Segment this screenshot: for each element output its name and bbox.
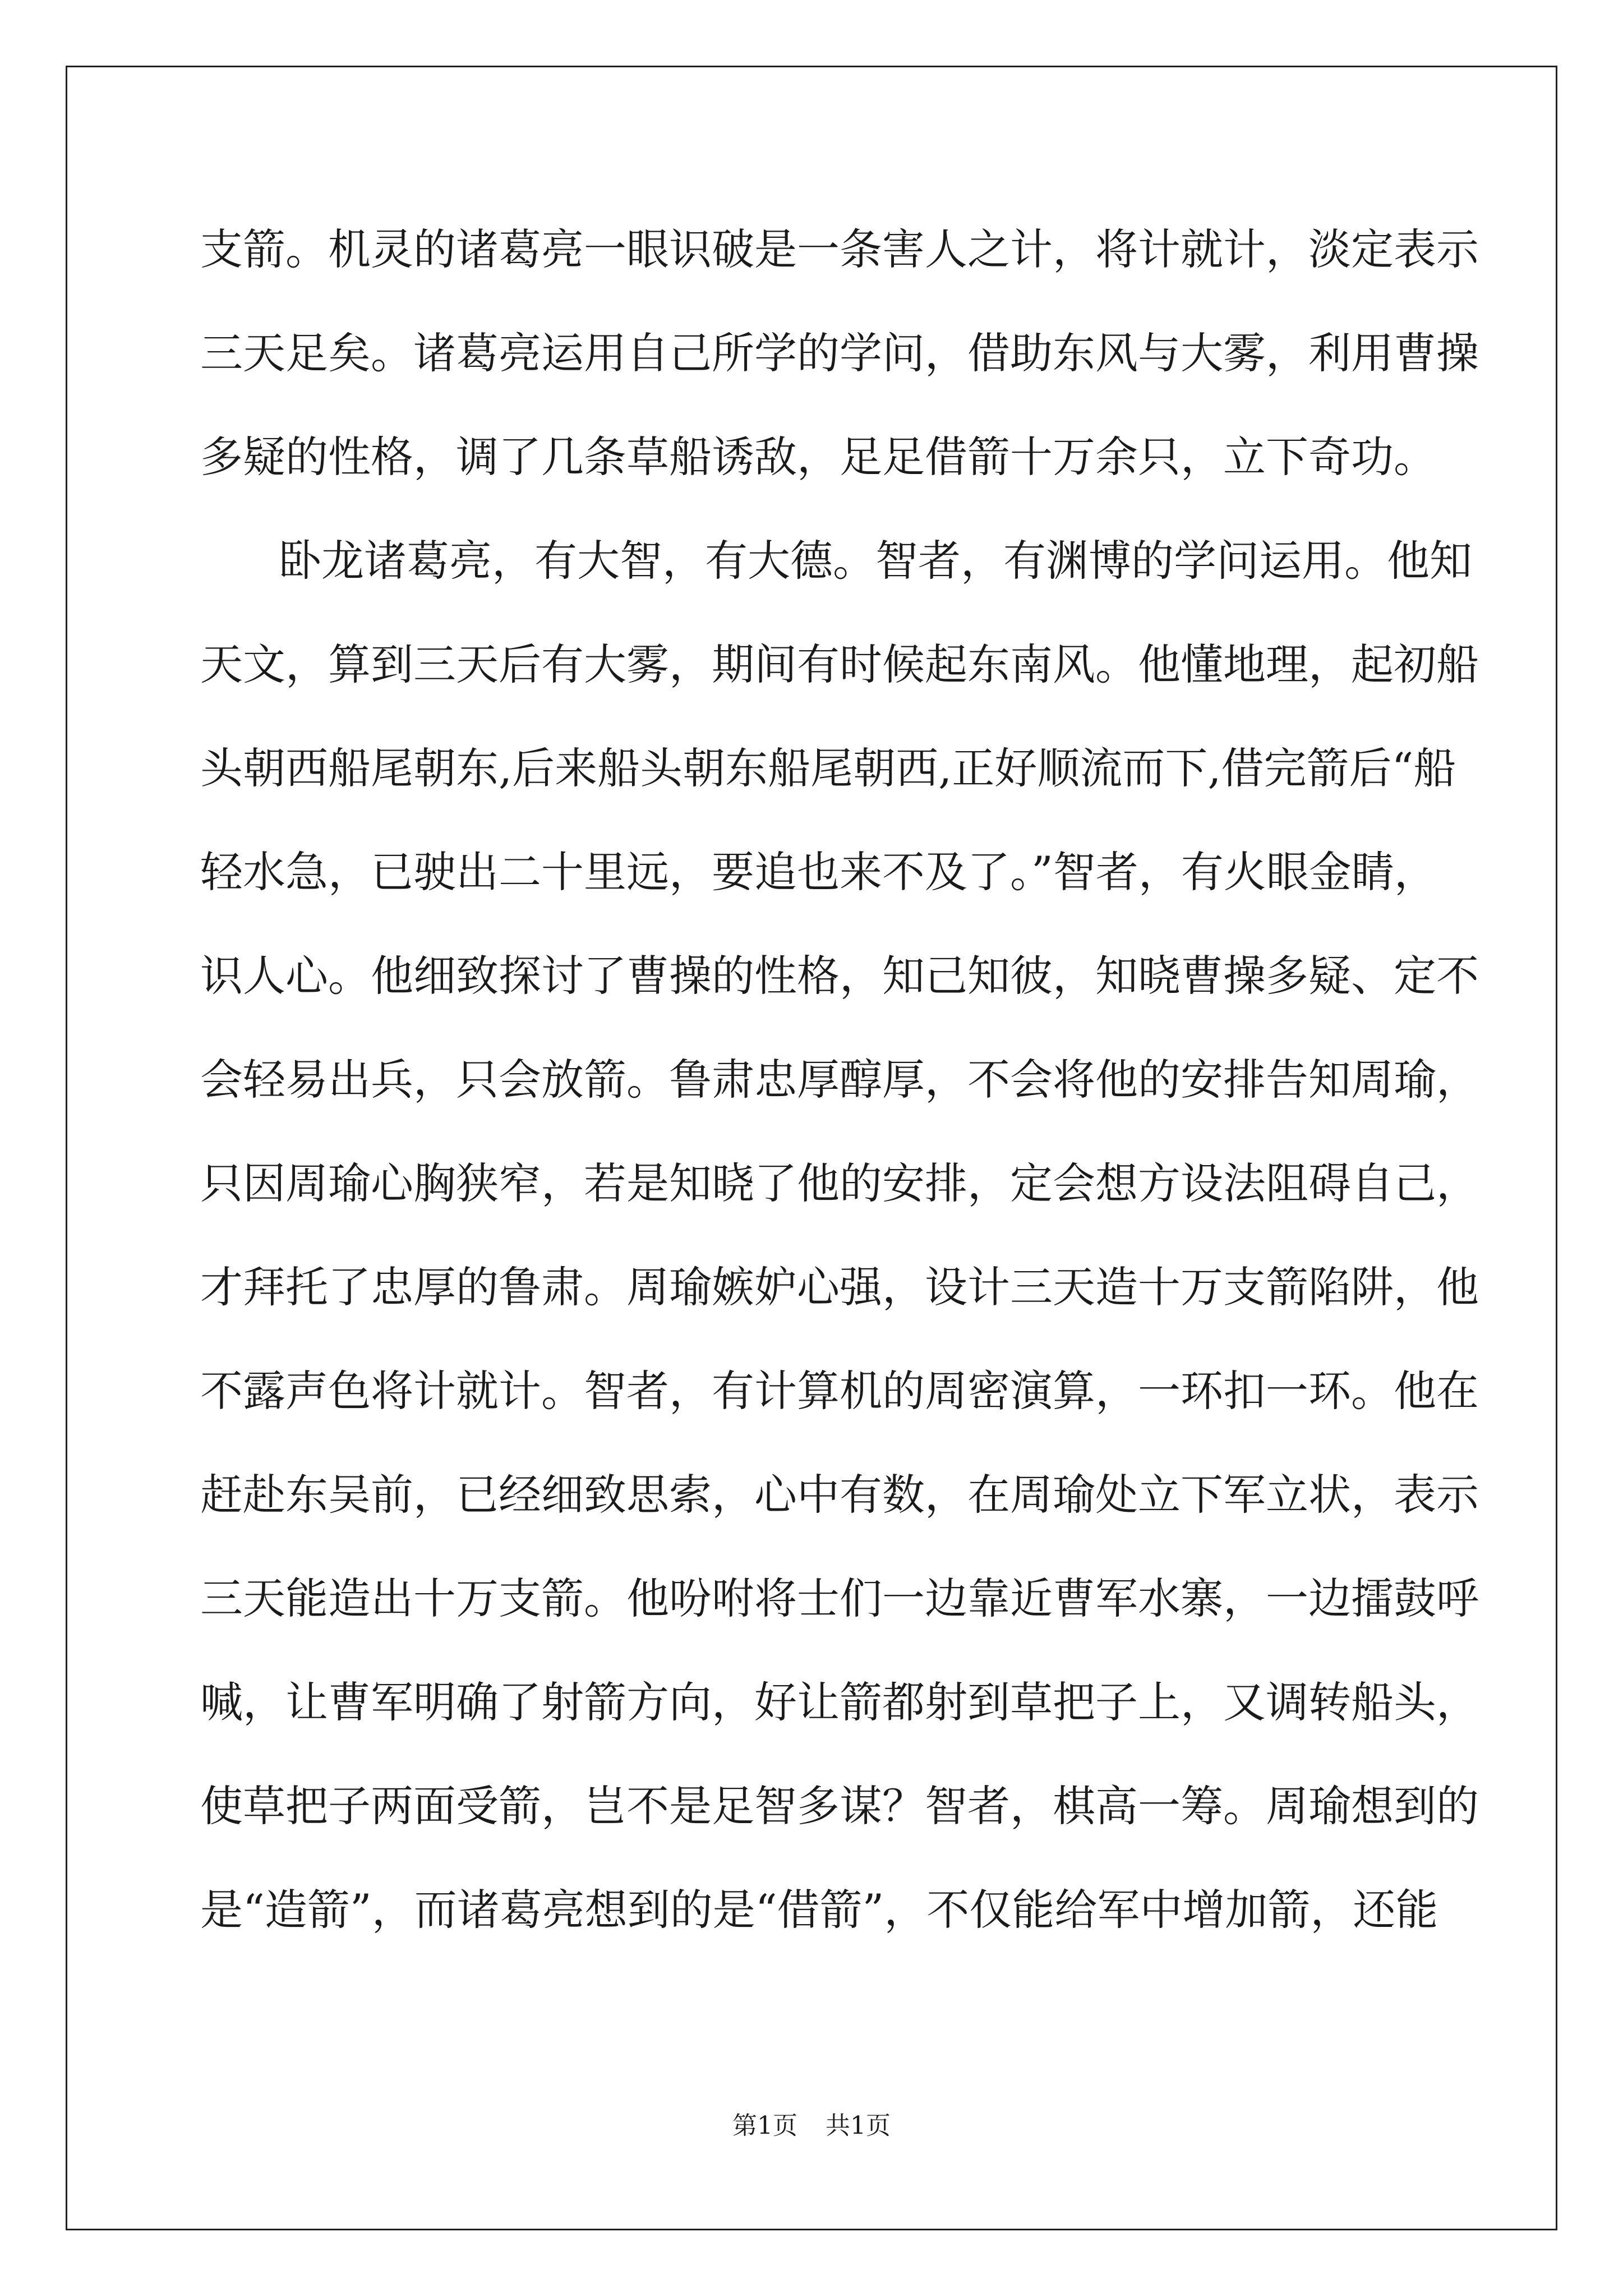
text-line-4-paragraph-start: 卧龙诸葛亮，有大智，有大德。智者，有渊博的学问运用。他知 (279, 536, 1472, 586)
text-line-7: 轻水急，已驶出二十里远，要追也来不及了。”智者，有火眼金睛， (200, 847, 1437, 897)
text-line-10: 只因周瑜心胸狭窄，若是知晓了他的安排，定会想方设法阻碍自己， (200, 1158, 1479, 1208)
text-line-9: 会轻易出兵，只会放箭。鲁肃忠厚醇厚，不会将他的安排告知周瑜， (200, 1055, 1479, 1105)
text-line-12: 不露声色将计就计。智者，有计算机的周密演算，一环扣一环。他在 (200, 1366, 1479, 1416)
page-number-total: 共1页 (826, 2111, 891, 2140)
text-line-8: 识人心。他细致探讨了曹操的性格，知己知彼，知晓曹操多疑、定不 (200, 951, 1479, 1001)
text-line-2: 三天足矣。诸葛亮运用自己所学的学问，借助东风与大雾，利用曹操 (200, 328, 1479, 378)
text-line-6: 头朝西船尾朝东,后来船头朝东船尾朝西,正好顺流而下,借完箭后“船 (200, 743, 1456, 793)
text-line-15: 喊，让曹军明确了射箭方向，好让箭都射到草把子上，又调转船头， (200, 1677, 1479, 1727)
text-line-16: 使草把子两面受箭，岂不是足智多谋？智者，棋高一筹。周瑜想到的 (200, 1781, 1479, 1831)
text-line-13: 赶赴东吴前，已经细致思索，心中有数，在周瑜处立下军立状，表示 (200, 1470, 1479, 1520)
page-footer (0, 2109, 1623, 2143)
text-line-3: 多疑的性格，调了几条草船诱敌，足足借箭十万余只，立下奇功。 (200, 432, 1436, 482)
text-line-5: 天文，算到三天后有大雾，期间有时候起东南风。他懂地理，起初船 (200, 639, 1479, 689)
text-line-1: 支箭。机灵的诸葛亮一眼识破是一条害人之计，将计就计，淡定表示 (200, 224, 1479, 274)
text-line-17: 是“造箭”，而诸葛亮想到的是“借箭”，不仅能给军中增加箭，还能 (200, 1885, 1438, 1935)
text-line-11: 才拜托了忠厚的鲁肃。周瑜嫉妒心强，设计三天造十万支箭陷阱，他 (200, 1262, 1479, 1312)
page-number-current: 第1页 (732, 2111, 797, 2140)
text-line-14: 三天能造出十万支箭。他吩咐将士们一边靠近曹军水寨，一边擂鼓呼 (200, 1573, 1479, 1623)
